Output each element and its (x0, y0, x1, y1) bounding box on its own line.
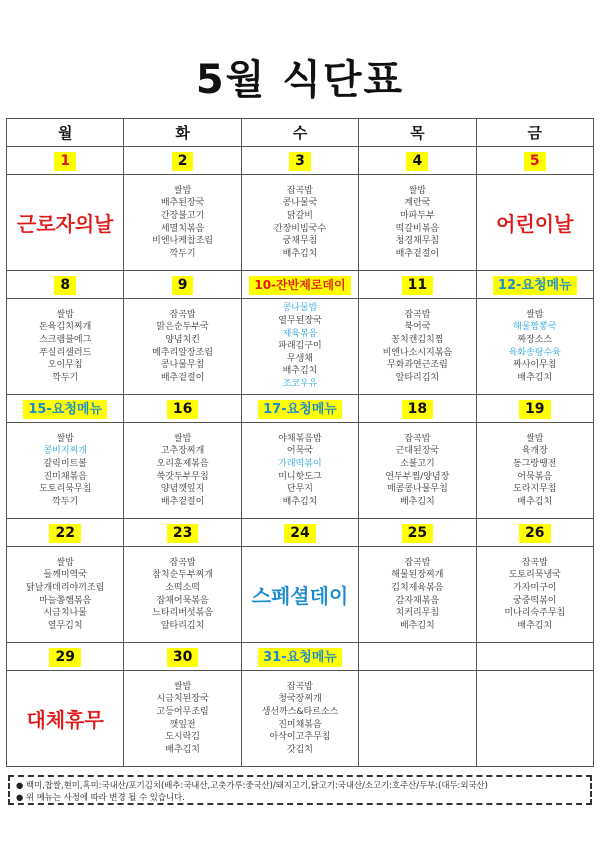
menu-item-list (124, 185, 240, 261)
holiday-label: 어린이날 (496, 212, 574, 236)
menu-item: 쌀밥 (56, 433, 74, 444)
menu-item: 배추김치 (282, 496, 318, 507)
menu-item: 미니핫도그 (278, 471, 322, 482)
menu-cell (124, 547, 241, 643)
menu-item-list (359, 557, 475, 633)
menu-item: 콩비지찌개 (43, 446, 87, 457)
menu-item: 짜사이무침 (513, 360, 557, 371)
menu-item: 잡곡밥 (404, 309, 431, 320)
menu-cell (7, 423, 124, 519)
menu-item: 근대된장국 (395, 446, 440, 457)
menu-cell (241, 671, 358, 767)
menu-item: 도라지무침 (513, 484, 557, 495)
menu-item-list (124, 557, 240, 633)
date-row (7, 147, 594, 175)
date-event-label: 15-요청메뉴 (23, 400, 107, 419)
menu-cell (359, 175, 476, 271)
date-cell (476, 643, 593, 671)
menu-item: 잡채어묵볶음 (156, 595, 209, 606)
menu-item: 쌀밥 (173, 185, 192, 196)
menu-item: 고등어무조림 (156, 706, 209, 717)
menu-item: 콩나물밥 (282, 303, 318, 314)
menu-cell (476, 299, 593, 395)
menu-item: 잡곡밥 (169, 557, 196, 568)
menu-item: 감자채볶음 (395, 595, 440, 606)
menu-item: 알타리김치 (160, 620, 205, 631)
date-row (7, 643, 594, 671)
menu-item: 조코우유 (282, 378, 318, 389)
menu-item-list (242, 433, 358, 509)
menu-cell (476, 423, 593, 519)
date-number: 30 (167, 648, 198, 667)
menu-item: 마파두부 (399, 210, 435, 221)
menu-item: 열무된장국 (278, 316, 322, 327)
menu-item: 시금치된장국 (156, 694, 209, 705)
menu-item: 배추김치 (517, 496, 553, 507)
menu-item: 쑥갓두부무침 (156, 471, 209, 482)
menu-cell (124, 423, 241, 519)
date-cell (7, 147, 124, 175)
date-number: 16 (167, 400, 198, 419)
date-number: 11 (402, 276, 433, 295)
menu-cell (7, 671, 124, 767)
menu-item: 느타리버섯볶음 (152, 608, 214, 619)
menu-item: 쌀밥 (56, 557, 74, 568)
menu-cell (7, 299, 124, 395)
date-cell (241, 147, 358, 175)
menu-item: 소떡소떡 (165, 582, 200, 593)
menu-item: 해물짬뽕국 (513, 322, 557, 333)
menu-item: 무화과연근조림 (386, 360, 448, 371)
menu-item-list (124, 433, 240, 509)
menu-item: 잡곡밥 (286, 681, 314, 692)
menu-cell (124, 299, 241, 395)
menu-item-list (477, 309, 593, 385)
date-cell (359, 519, 476, 547)
date-cell (241, 271, 358, 299)
holiday-label: 스페셜데이 (251, 584, 349, 608)
menu-item: 짜장소스 (517, 334, 553, 345)
menu-item: 세멸치볶음 (160, 223, 205, 234)
menu-item-list (359, 433, 475, 509)
menu-item: 진미채볶음 (43, 471, 87, 482)
menu-item: 꽁치캔김치찜 (391, 334, 444, 345)
date-cell (7, 271, 124, 299)
menu-item: 참치순두부찌개 (152, 570, 214, 581)
menu-item: 배추겉절이 (395, 248, 440, 259)
menu-item: 돈육김치찌개 (39, 322, 92, 333)
menu-item: 깻잎전 (169, 719, 196, 730)
date-row (7, 395, 594, 423)
menu-item-list (359, 185, 475, 261)
menu-item: 배추겉절이 (160, 372, 205, 383)
menu-item: 계란국 (404, 198, 431, 209)
menu-item-list (477, 433, 593, 509)
menu-cell (476, 671, 593, 767)
menu-item: 떡갈비볶음 (395, 223, 440, 234)
menu-cell (7, 175, 124, 271)
menu-item: 어묵국 (286, 446, 314, 457)
holiday-label: 근로자의날 (16, 212, 114, 236)
date-number: 19 (519, 400, 550, 419)
menu-item: 스크램블에그 (39, 334, 92, 345)
menu-item-list (242, 302, 358, 390)
date-row (7, 519, 594, 547)
menu-item: 콩나물국 (282, 198, 318, 209)
date-cell (359, 271, 476, 299)
date-cell (124, 643, 241, 671)
menu-item: 푸실리샐러드 (39, 347, 92, 358)
weekday-header: 화 (124, 119, 241, 147)
menu-item: 양념깻잎지 (160, 484, 205, 495)
menu-item-list (242, 681, 358, 757)
footnotes-box (8, 775, 592, 805)
menu-item: 쌀밥 (173, 681, 192, 692)
date-row (7, 271, 594, 299)
menu-cell (359, 547, 476, 643)
menu-item: 마늘쫑햄볶음 (39, 595, 92, 606)
date-number: 25 (402, 524, 433, 543)
date-cell (476, 395, 593, 423)
menu-item: 잡곡밥 (404, 557, 431, 568)
menu-item: 잡곡밥 (521, 557, 548, 568)
menu-cell (476, 547, 593, 643)
menu-item-list (124, 309, 240, 385)
menu-table (6, 118, 594, 767)
menu-item-list (7, 309, 123, 385)
menu-item: 고추장찌개 (160, 446, 205, 457)
menu-item: 깍두기 (52, 496, 79, 507)
menu-item: 파래김구이 (278, 341, 322, 352)
menu-item: 해물된장찌개 (391, 570, 444, 581)
menu-cell (359, 299, 476, 395)
menu-item: 알타리김치 (395, 372, 440, 383)
menu-item: 도토리묵무침 (39, 484, 92, 495)
date-number: 4 (406, 152, 428, 171)
menu-item: 배추겉절이 (160, 496, 205, 507)
menu-item-list (477, 557, 593, 633)
page-title: 5월 식단표 (195, 57, 405, 103)
menu-item-list (7, 433, 123, 509)
menu-item: 청국장찌개 (278, 694, 322, 705)
menu-item: 잡곡밥 (286, 185, 314, 196)
menu-item: 배추김치 (282, 366, 318, 377)
menu-item: 제육볶음 (282, 328, 318, 339)
date-cell (359, 395, 476, 423)
menu-item: 생선까스&타르소스 (261, 706, 339, 717)
menu-item: 쌀밥 (526, 433, 544, 444)
menu-item: 가자미구이 (513, 582, 557, 593)
date-cell (241, 395, 358, 423)
menu-item: 동그랑땡전 (513, 458, 557, 469)
date-number: 29 (49, 648, 80, 667)
menu-item-list (124, 681, 240, 757)
menu-item: 소불고기 (399, 458, 435, 469)
menu-item: 간장비빔국수 (273, 223, 327, 234)
date-number: 5 (524, 152, 546, 171)
date-cell (7, 519, 124, 547)
menu-item: 매콤콩나물무침 (386, 484, 448, 495)
footnote-origin: ● 백미,찹쌀,현미,흑미:국내산/포기김치(배추:국내산,고춧가루:중국산)/돼지고기,닭고기:국내산/소고기:호주산/두부:(대두:외국산) (16, 780, 488, 790)
date-cell (124, 147, 241, 175)
menu-cell (241, 299, 358, 395)
menu-item: 김치제육볶음 (391, 582, 444, 593)
date-cell (476, 271, 593, 299)
menu-item: 무생채 (286, 353, 314, 364)
menu-item-list (359, 309, 475, 385)
date-cell (241, 643, 358, 671)
menu-row (7, 175, 594, 271)
weeks-body (7, 147, 594, 767)
date-number: 18 (402, 400, 433, 419)
date-number: 23 (167, 524, 198, 543)
date-cell (7, 643, 124, 671)
menu-item: 미나리숙주무침 (504, 608, 566, 619)
menu-item: 배추김치 (165, 744, 200, 755)
menu-row (7, 299, 594, 395)
menu-item: 깍두기 (169, 248, 196, 259)
menu-item-list (242, 185, 358, 261)
date-cell (241, 519, 358, 547)
menu-cell (241, 175, 358, 271)
weekday-header: 수 (241, 119, 358, 147)
weekday-header: 금 (476, 119, 593, 147)
menu-item: 어묵볶음 (517, 471, 553, 482)
menu-item: 배추김치 (517, 372, 553, 383)
menu-cell (359, 671, 476, 767)
menu-item: 깍두기 (52, 372, 79, 383)
menu-item: 배추김치 (399, 620, 435, 631)
weekday-header-row (7, 119, 594, 147)
footnote-change: ● 위 메뉴는 사정에 따라 변경 될 수 있습니다. (16, 792, 185, 802)
menu-cell (124, 175, 241, 271)
menu-row (7, 423, 594, 519)
menu-cell (241, 423, 358, 519)
menu-item: 북어국 (404, 322, 431, 333)
date-event-label: 12-요청메뉴 (493, 276, 577, 295)
menu-item: 갈릭미트볼 (43, 458, 87, 469)
weekday-header: 월 (7, 119, 124, 147)
date-cell (124, 271, 241, 299)
menu-item: 궁중떡볶이 (513, 595, 557, 606)
date-cell (476, 519, 593, 547)
date-number: 26 (519, 524, 550, 543)
menu-item: 연두부찜/양념장 (385, 471, 450, 482)
date-number: 24 (284, 524, 315, 543)
menu-item: 배추김치 (517, 620, 553, 631)
date-number: 1 (54, 152, 76, 171)
menu-item: 진미채볶음 (278, 719, 322, 730)
menu-item: 쌀밥 (173, 433, 192, 444)
date-cell (359, 643, 476, 671)
menu-item: 시금치나물 (43, 608, 87, 619)
menu-cell (359, 423, 476, 519)
menu-cell (476, 175, 593, 271)
menu-cell (7, 547, 124, 643)
menu-item: 배추김치 (282, 248, 318, 259)
date-event-label: 17-요청메뉴 (258, 400, 342, 419)
menu-item: 도시락김 (165, 732, 200, 743)
menu-item: 도토리묵냉국 (508, 570, 561, 581)
menu-item: 아삭이고추무침 (269, 732, 331, 743)
menu-item: 비엔나케찹조림 (152, 236, 214, 247)
date-number: 3 (289, 152, 311, 171)
date-cell (359, 147, 476, 175)
date-number: 2 (172, 152, 194, 171)
menu-item: 콩나물무침 (160, 360, 205, 371)
menu-item: 육화송탕수육 (508, 347, 561, 358)
menu-item: 육개장 (521, 446, 548, 457)
weekday-header: 목 (359, 119, 476, 147)
menu-item: 메추리알장조림 (152, 347, 214, 358)
menu-item: 야채볶음밥 (278, 433, 322, 444)
date-cell (7, 395, 124, 423)
menu-item: 단무지 (286, 484, 314, 495)
menu-item: 닭갈비 (286, 210, 314, 221)
menu-item: 열무김치 (47, 620, 83, 631)
menu-item: 닭날개데리야끼조림 (26, 582, 105, 593)
menu-row (7, 671, 594, 767)
menu-item: 쌀밥 (526, 309, 544, 320)
date-number: 9 (172, 276, 194, 295)
menu-item: 쌀밥 (56, 309, 74, 320)
menu-item: 맑은순두부국 (156, 322, 209, 333)
date-cell (124, 519, 241, 547)
menu-row (7, 547, 594, 643)
menu-item: 배추된장국 (160, 198, 205, 209)
date-number: 8 (54, 276, 76, 295)
menu-item: 청경채무침 (395, 236, 440, 247)
menu-item: 갓김치 (286, 744, 314, 755)
menu-cell (124, 671, 241, 767)
date-event-label: 10-잔반제로데이 (249, 276, 350, 295)
menu-item: 들깨미역국 (43, 570, 87, 581)
menu-item: 오이무침 (47, 360, 83, 371)
date-cell (476, 147, 593, 175)
menu-item: 잡곡밥 (404, 433, 431, 444)
date-number: 22 (49, 524, 80, 543)
menu-item-list (7, 557, 123, 633)
menu-item: 쌀밥 (408, 185, 427, 196)
menu-item: 비엔나소시지볶음 (382, 347, 453, 358)
menu-item: 치커리무침 (395, 608, 440, 619)
holiday-label: 대체휴무 (26, 708, 104, 732)
menu-item: 잡곡밥 (169, 309, 196, 320)
date-cell (124, 395, 241, 423)
menu-item: 간장불고기 (160, 210, 205, 221)
menu-item: 양념치킨 (165, 334, 200, 345)
menu-item: 오리훈제볶음 (156, 458, 209, 469)
date-event-label: 31-요청메뉴 (258, 648, 342, 667)
menu-item: 배추김치 (399, 496, 435, 507)
menu-item: 궁채무침 (282, 236, 318, 247)
menu-cell (241, 547, 358, 643)
menu-item: 가래떡볶이 (278, 458, 322, 469)
